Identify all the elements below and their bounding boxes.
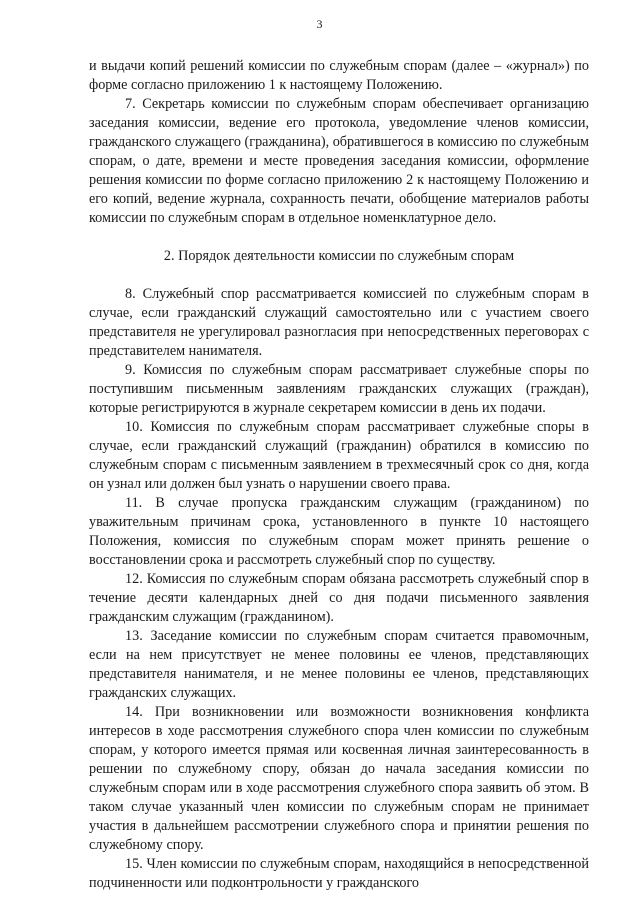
paragraph-7: 7. Секретарь комиссии по служебным спорам обеспечивает организацию заседания комиссии, ведение его протокола, уведомление членов комиссии, гражданского служащего (гражданина), обратившегося в комиссию по служебным спорам, о дате, времени и месте проведения заседания комиссии, оформление решения комиссии по форме согласно приложению 2 к настоящему Положению и его копий, ведение журнала, сохранность печати, обобщение материалов работы комиссии по служебным спорам в отдельное номенклатурное дело. [89,96,589,226]
paragraph-13: 13. Заседание комиссии по служебным спорам считается правомочным, если на нем присутствует не менее половины ее членов, представляющих представителя нанимателя, и не менее половины ее членов, представляющих гражданских служащих. [89,628,589,701]
paragraph-10: 10. Комиссия по служебным спорам рассматривает служебные споры в случае, если гражданский служащий (гражданин) обратился в комиссию по служебным спорам с письменным заявлением в трехмесячный срок со дня, когда он узнал или должен был узнать о нарушении своего права. [89,419,589,492]
paragraph-8: 8. Служебный спор рассматривается комиссией по служебным спорам в случае, если гражданский служащий самостоятельно или с участием своего представителя не урегулировал разногласия при непосредственных переговорах с представителем нанимателя. [89,286,589,359]
paragraph-11: 11. В случае пропуска гражданским служащим (гражданином) по уважительным причинам срока, установленного в пункте 10 настоящего Положения, комиссия по служебным спорам может принять решение о восстановлении срока и рассмотреть служебный спор по существу. [89,495,589,568]
paragraph-continuation: и выдачи копий решений комиссии по служебным спорам (далее – «журнал») по форме согласно приложению 1 к настоящему Положению. [89,58,589,93]
paragraph-15: 15. Член комиссии по служебным спорам, находящийся в непосредственной подчиненности или подконтрольности у гражданского [89,856,589,891]
paragraph-14: 14. При возникновении или возможности возникновения конфликта интересов в ходе рассмотрения служебного спора член комиссии по служебным спорам, у которого имеется прямая или косвенная личная заинтересованность в решении по служебному спору, обязан до начала заседания комиссии по служебным спорам или в ходе рассмотрения служебного спора заявить об этом. В таком случае указанный член комиссии по служебным спорам не принимает участия в дальнейшем рассмотрении служебного спора и принятии решения по служебному спору. [89,704,589,853]
document-body [89,57,589,893]
paragraph-9: 9. Комиссия по служебным спорам рассматривает служебные споры по поступившим письменным заявлениям гражданских служащих (граждан), которые регистрируются в журнале секретарем комиссии в день их подачи. [89,362,589,416]
page-number: 3 [316,17,323,31]
paragraph-12: 12. Комиссия по служебным спорам обязана рассмотреть служебный спор в течение десяти календарных дней со дня подачи письменного заявления гражданским служащим (гражданином). [89,571,589,625]
section-title: 2. Порядок деятельности комиссии по служебным спорам [163,248,515,264]
